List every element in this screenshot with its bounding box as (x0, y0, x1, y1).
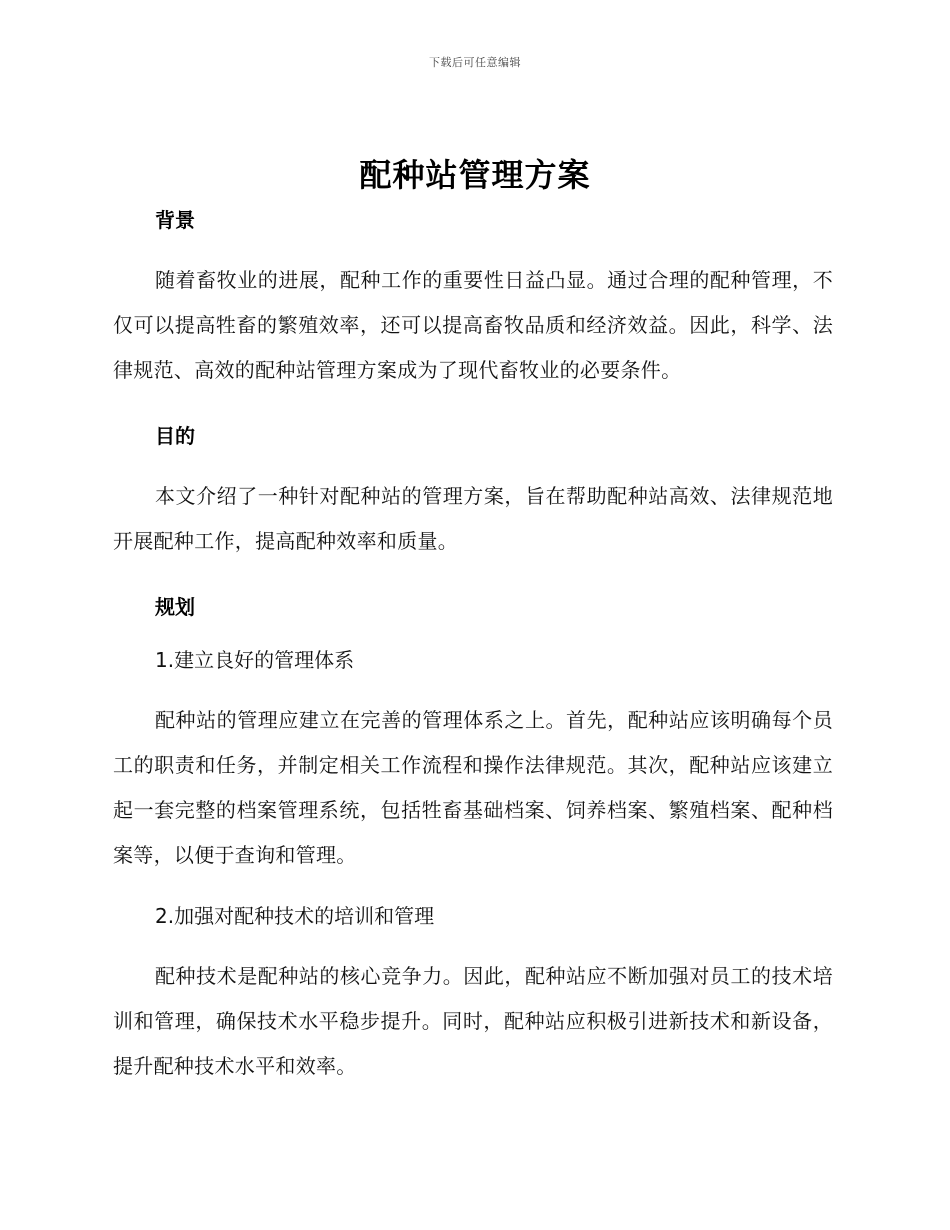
plan-item-1-subheading: 1.建立良好的管理体系 (155, 648, 355, 672)
document-body (113, 205, 833, 1089)
section-plan (113, 592, 833, 1089)
section-heading-purpose: 目的 (155, 424, 195, 448)
section-heading-plan: 规划 (155, 595, 195, 619)
section-heading-background: 背景 (155, 208, 195, 232)
document-title: 配种站管理方案 (359, 156, 591, 194)
plan-item-1-paragraph: 配种站的管理应建立在完善的管理体系之上。首先，配种站应该明确每个员工的职责和任务，并制定相关工作流程和操作法律规范。其次，配种站应该建立起一套完整的档案管理系统，包括牲畜基础档案、饲养档案、繁殖档案、配种档案等，以便于查询和管理。 (113, 708, 833, 867)
section-purpose (113, 421, 833, 564)
section-background (113, 205, 833, 393)
paragraph-purpose: 本文介绍了一种针对配种站的管理方案，旨在帮助配种站高效、法律规范地开展配种工作，提高配种效率和质量。 (113, 484, 833, 553)
paragraph-background: 随着畜牧业的进展，配种工作的重要性日益凸显。通过合理的配种管理，不仅可以提高牲畜的繁殖效率，还可以提高畜牧品质和经济效益。因此，科学、法律规范、高效的配种站管理方案成为了现代畜牧业的必要条件。 (113, 268, 833, 382)
plan-item-2-subheading: 2.加强对配种技术的培训和管理 (155, 904, 435, 928)
header-note: 下载后可任意编辑 (429, 56, 521, 69)
plan-item-2-paragraph: 配种技术是配种站的核心竞争力。因此，配种站应不断加强对员工的技术培训和管理，确保技术水平稳步提升。同时，配种站应积极引进新技术和新设备，提升配种技术水平和效率。 (113, 964, 833, 1078)
